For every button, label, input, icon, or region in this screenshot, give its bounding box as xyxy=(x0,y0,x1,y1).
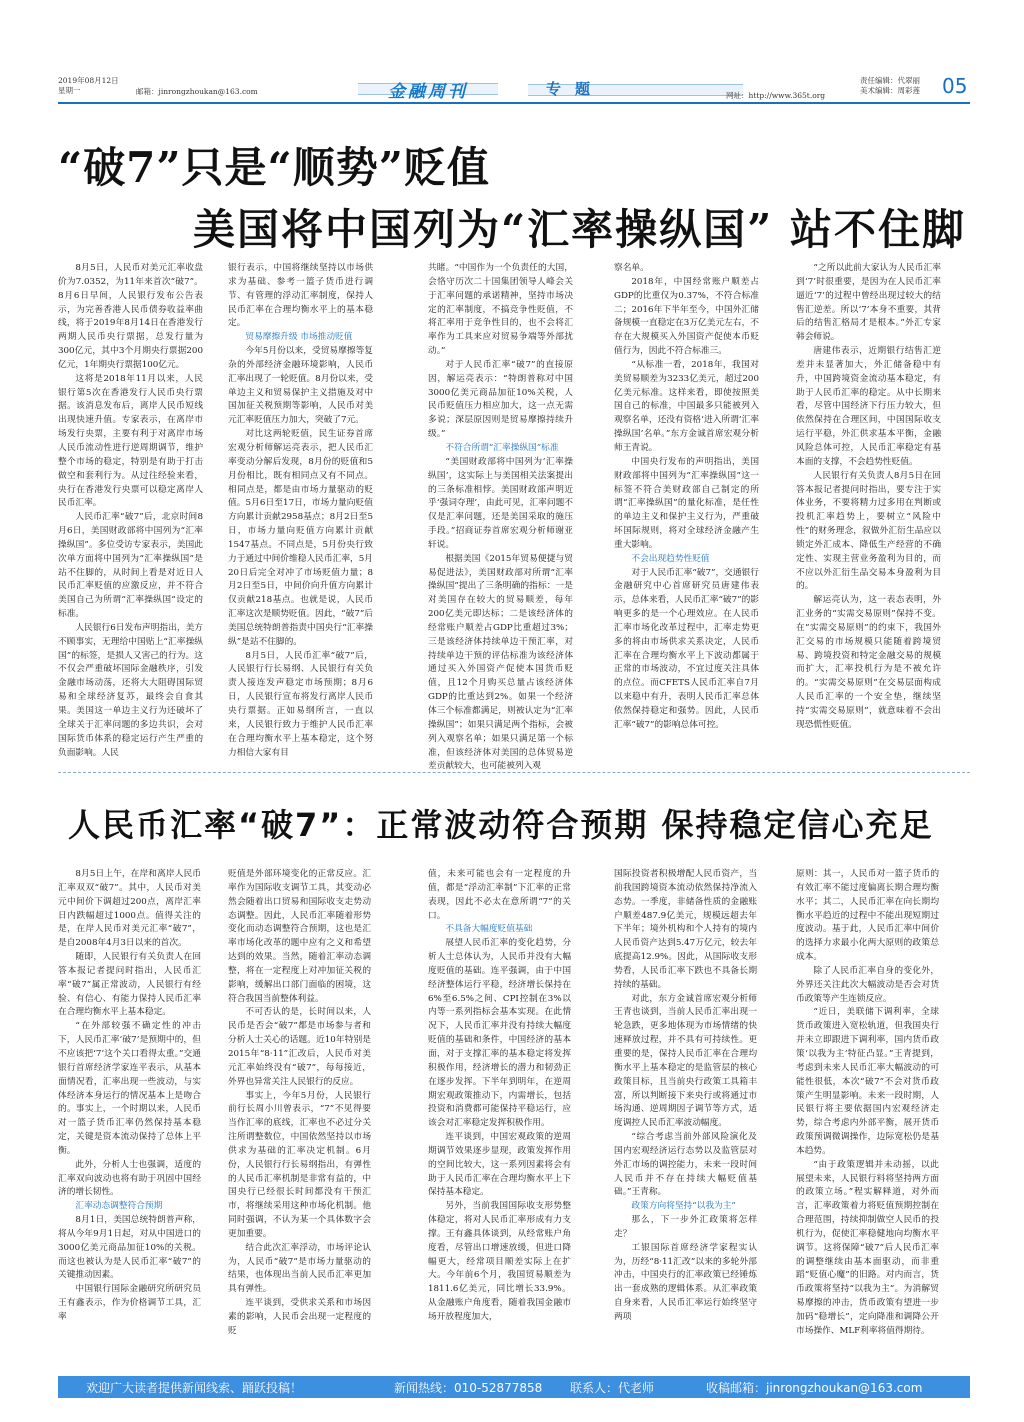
paragraph: 对于人民币汇率“破7”的直接原因，解运亮表示：“特朗普称对中国3000亿美元商品加征10%关税，人民币贬值压力相应加大，这一点无需多说；深层原因则是贸易摩擦持续升级。” xyxy=(428,359,573,440)
paragraph: 8月5日，人民币汇率“破7”后，人民银行行长易纲、人民银行有关负责人接连发声稳定市场预期；8月6日，人民银行宣布将发行离岸人民币央行票据。正如易纲所言，一直以来，人民银行致力于维护人民币汇率在合理均衡水平上基本稳定，这个努力相信大家有目 xyxy=(228,650,373,758)
section-divider xyxy=(58,772,970,773)
paragraph: 国际投资者积极增配人民币资产，当前我国跨境资本流动依然保持净流入态势。一季度，非储备性质的金融账户顺差487.9亿美元，规模远超去年下半年；境外机构和个人持有的境内人民币资产达到5.47万亿元，较去年底提高12.9%。因此，从国际收支形势看，人民币汇率下跌也不具备长期持续的基础。 xyxy=(614,869,757,990)
header-editor: 责任编辑：代翠丽 xyxy=(860,76,920,85)
section-subheading: 不符合所谓“汇率操纵国”标准 xyxy=(445,442,559,453)
article2-column-2 xyxy=(228,868,371,1348)
article2-column-1 xyxy=(58,868,201,1348)
article2-column-3 xyxy=(428,868,571,1348)
paragraph: 2018年，中国经常账户顺差占GDP的比重仅为0.37%，不符合标准二；2016年下半年至今，中国外汇储备规模一直稳定在3万亿美元左右，不存在大规模买入外国资产促使本币贬值行为，因此不符合标准三。 xyxy=(614,276,759,357)
article1-column-2 xyxy=(228,262,373,756)
header-date-block xyxy=(58,76,119,96)
paragraph: 人民币汇率“破7”后，北京时间8月6日，美国财政部将中国列为“汇率操纵国”。多位受访专家表示，美国此次单方面将中国列为“汇率操纵国”是站不住脚的，从时间上看是对近日人民币汇率贬值的应激反应，并不符合美国自己为所谓“汇率操纵国”设定的标准。 xyxy=(58,512,203,620)
paragraph: 值，未来可能也会有一定程度的升值，都是“浮动汇率制”下汇率的正常表现，因此不必太在意所谓“7”的关口。 xyxy=(428,869,571,921)
paragraph: “之所以此前大家认为人民币汇率到‘7’时很重要，是因为在人民币汇率逼近‘7’的过程中曾经出现过较大的结售汇逆差。所以‘7’本身不重要，其背后的结售汇格局才是根本。”外汇专家韩会师说。 xyxy=(796,263,941,343)
paragraph: 8月5日，人民币对美元汇率收盘价为7.0352，为11年来首次“破7”。8月6日早间，人民银行发布公告表示，为完善香港人民币债券收益率曲线，将于2019年8月14日在香港发行两期人民币央行票据，总发行量为300亿元，其中3个月期央行票据200亿元，1年期央行票据100亿元。 xyxy=(58,263,203,370)
paragraph: 不可否认的是，长时间以来，人民币是否会“破7”都是市场参与者和分析人士关心的话题。近10年特别是2015年“8·11”汇改后，人民币对美元汇率始终没有“破7”，每每接近，外界也异常关注人民银行的反应。 xyxy=(228,1007,371,1087)
paragraph: 共睹。“中国作为一个负责任的大国，会恪守历次二十国集团领导人峰会关于汇率问题的承诺精神，坚持市场决定的汇率制度，不搞竞争性贬值，不将汇率用于竞争性目的，也不会将汇率作为工具来应对贸易争端等外部扰动。” xyxy=(428,263,573,357)
paragraph: 对比这两轮贬值，民生证券首席宏观分析师解运亮表示，把人民币汇率变动分解后发现，8月份的贬值和5月份相比，既有相同点又有不同点。相同点是，都是由市场力量驱动的贬值。5月6日至17日，市场力量向贬值方向累计贡献2958基点；8月2日至5日，市场力量向贬值方向累计贡献1547基点。不同点是，5月份央行致力于通过中间价维稳人民币汇率，5月20日后完全对冲了市场贬值力量；8月2日至5日，中间价向升值方向累计仅贡献218基点。也就是说，人民币汇率这次是顺势贬值。因此，“破7”后美国总统特朗普指责中国央行“汇率操纵”是站不住脚的。 xyxy=(228,429,373,647)
paragraph: 对此，东方金诚首席宏观分析师王青也谈到，当前人民币汇率出现一轮急跌，更多地体现为市场情绪的快速释放过程，并不具有可持续性。更重要的是，保持人民币汇率在合理均衡水平上基本稳定的是监管层的核心政策目标，且当前央行政策工具箱丰富，所以判断接下来央行或将通过市场沟通、逆周期因子调节等方式，适度调控人民币汇率波动幅度。 xyxy=(614,993,757,1129)
headline-3: 人民币汇率“破7”：正常波动符合预期 保持稳定信心充足 xyxy=(68,806,934,844)
paragraph: 人民银行有关负责人8月5日在回答本报记者提问时指出，要专注于实体业务，不要将精力过多用在判断或投机汇率趋势上，要树立“风险中性”的财务理念，叙做外汇衍生品应以锁定外汇成本、降低生产经营的不确定性、实现主营业务盈利为目的，而不应以外汇衍生品交易本身盈利为目的。 xyxy=(796,470,941,592)
paragraph: 中国央行发布的声明指出，美国财政部将中国列为“汇率操纵国”这一标签不符合美财政部自己制定的所谓“汇率操纵国”的量化标准，是任性的单边主义和保护主义行为，严重破坏国际规则，将对全球经济金融产生重大影响。 xyxy=(614,456,759,550)
section-subheading: 汇率动态调整符合预期 xyxy=(75,1201,163,1212)
footer-contact: 联系人：代老师 xyxy=(570,1381,655,1395)
paragraph: “从标准一看，2018年，我国对美贸易顺差为3233亿美元，超过200亿美元标准。这样来看，即使按照美国自己的标准，中国最多只能被列入观察名单，还没有资格‘进入所谓‘汇率操纵国’名单。”东方金诚首席宏观分析师王青说。 xyxy=(614,359,759,453)
article2-column-4 xyxy=(614,868,757,1348)
paragraph: 解运亮认为，这一表态表明，外汇业务的“实需交易原则”保持不变。在“实需交易原则”的约束下，我国外汇交易的市场规模只能随着跨境贸易、跨境投资和特定金融交易的规模而扩大，汇率投机行为是不被允许的。“实需交易原则”在交易层面构成人民币汇率的一个安全垫，继续坚持“实需交易原则”，就意味着不会出现恐慌性贬值。 xyxy=(796,595,941,730)
paragraph: 这将是2018年11月以来，人民银行第5次在香港发行人民币央行票据。该消息发布后，离岸人民币短线出现快速升值。专家表示，在离岸市场发行央票，主要有利于对离岸市场人民币流动性进行逆周期调节，维护整个市场的稳定，特别是有助于打击做空和套利行为。从过往经验来看，央行在香港发行央票可以稳定离岸人民币汇率。 xyxy=(58,373,203,509)
headline-1: “破7”只是“顺势”贬值 xyxy=(58,143,490,192)
paragraph: “美国财政部将中国列为‘汇率操纵国’，这实际上与美国相关法案提出的三条标准相悖。美国财政部声明近乎‘强词夺理’，由此可见，汇率问题不仅是汇率问题，还是美国采取的施压手段。”招商证券首席宏观分析师谢亚轩说。 xyxy=(428,456,573,550)
paragraph: 唐建伟表示，近期银行结售汇逆差并未显著加大，外汇储备稳中有升，中国跨境资金流动基本稳定，有助于人民币汇率的稳定。从中长期来看，尽管中国经济下行压力较大，但依然保持在合理区间，中国国际收支运行平稳，外汇供求基本平衡，金融风险总体可控，人民币汇率稳定有基本面的支撑，不会趋势性贬值。 xyxy=(796,346,941,467)
footer-email: 收稿邮箱：jinrongzhoukan@163.com xyxy=(706,1381,923,1395)
paragraph: 另外，当前我国国际收支形势整体稳定，将对人民币汇率形成有力支撑。王有鑫具体谈到，从经常账户角度看，尽管出口增速放缓，但进口降幅更大，经常项目顺差实际上在扩大。今年前6个月，我国贸易顺差为1811.6亿美元，同比增长33.9%。从金融账户角度看，随着我国金融市场开放程度加大， xyxy=(428,1201,571,1322)
paragraph: 察名单。 xyxy=(614,263,649,273)
paragraph: 除了人民币汇率自身的变化外，外界还关注此次大幅波动是否会对货币政策等产生连锁反应。 xyxy=(796,965,939,1004)
paragraph: 今年5月份以来，受贸易摩擦等复杂的外部经济金融环境影响，人民币汇率出现了一轮贬值。8月份以来，受单边主义和贸易保护主义措施及对中国加征关税预期等影响，人民币对美元汇率贬值压力加大，突破了7元。 xyxy=(228,346,373,426)
section-subheading: 不会出现趋势性贬值 xyxy=(631,553,710,564)
paragraph: 工银国际首席经济学家程实认为，历经“8·11汇改”以来的多轮外部冲击，中国央行的汇率政策已经锤炼出一套成熟的逻辑体系。从汇率政策自身来看，人民币汇率运行始终坚守两项 xyxy=(614,1242,757,1322)
header-editors xyxy=(860,76,920,96)
paragraph: 结合此次汇率浮动，市场评论认为，人民币“破7”是市场力量驱动的结果，也体现出当前人民币汇率更加具有弹性。 xyxy=(228,1242,371,1295)
article1-column-1 xyxy=(58,262,203,756)
paragraph: 原则：其一，人民币对一篮子货币的有效汇率不能过度偏离长期合理均衡水平；其二，人民币汇率在向长期均衡水平趋近的过程中不能出现短期过度波动。基于此，人民币汇率中间价的选择力求最小化两大原则的政策总成本。 xyxy=(796,869,939,963)
header-divider xyxy=(58,102,970,104)
headline-2: 美国将中国列为“汇率操纵国” 站不住脚 xyxy=(193,205,966,254)
paragraph: 银行表示，中国将继续坚持以市场供求为基础、参考一篮子货币进行调节、有管理的浮动汇率制度，保持人民币汇率在合理均衡水平上的基本稳定。 xyxy=(228,263,373,329)
paragraph: 连平谈到，中国宏观政策的逆周期调节效果逐步显现，政策发挥作用的空间比较大，这一系列因素将会有助于人民币汇率在合理均衡水平上下保持基本稳定。 xyxy=(428,1132,571,1198)
section-subheading: 贸易摩擦升级 市场推动贬值 xyxy=(245,332,353,343)
paragraph: “由于政策逻辑并未动摇，以此展望未来，人民银行料将坚持两方面的政策立场。”程实解释道，对外而言，汇率政策着力将贬值预期控制在合理范围，持续抑制做空人民币的投机行为，促使汇率稳健地向均衡水平调节。这将保障“破7”后人民币汇率的调整继续由基本面驱动，而非重蹈“贬值心魔”的旧路。对内而言，货币政策将坚持“以我为主”。为消解贸易摩擦的冲击，货币政策有望进一步加码“稳增长”，定向降准和调降公开市场操作、MLF利率将值得期待。 xyxy=(796,1159,939,1336)
paragraph: 对于人民币汇率“破7”，交通银行金融研究中心首席研究员唐建伟表示，总体来看，人民币汇率“破7”的影响更多的是一个心理效应。在人民币汇率市场化改革过程中，汇率走势更多的将由市场供求关系决定，人民币汇率在合理均衡水平上下波动都属于正常的市场波动，不宜过度关注具体的点位。而CFETS人民币汇率自7月以来稳中有升，表明人民币汇率总体依然保持稳定和强势。因此，人民币汇率“破7”的影响总体可控。 xyxy=(614,567,759,730)
paragraph: 此外，分析人士也强调，适度的汇率双向波动也将有助于巩固中国经济的增长韧性。 xyxy=(58,1159,201,1198)
paragraph: “综合考虑当前外部风险演化及国内宏观经济运行态势以及监管层对外汇市场的调控能力，未来一段时间人民币并不存在持续大幅贬值基础。”王青称。 xyxy=(614,1132,757,1198)
paragraph: 人民银行6日发布声明指出，美方不顾事实，无理给中国贴上“汇率操纵国”的标签，是损人又害己的行为。这不仅会严重破坏国际金融秩序，引发金融市场动荡，还将大大阻碍国际贸易和全球经济复苏，最终会自食其果。美国这一单边主义行为还破坏了全球关于汇率问题的多边共识，会对国际货币体系的稳定运行产生严重的负面影响。人民 xyxy=(58,622,203,758)
brand-logo xyxy=(358,77,498,102)
paragraph: 连平谈到，受供求关系和市场因素的影响，人民币会出现一定程度的贬 xyxy=(228,1298,371,1336)
header-art-editor: 美术编辑：周彩莲 xyxy=(860,86,920,95)
header-website: 网址：http://www.365t.org xyxy=(726,91,826,100)
paragraph: 贬值是外部环境变化的正常反应。汇率作为国际收支调节工具，其变动必然会随着出口贸易和国际收支走势动态调整。因此，人民币汇率随着形势变化而动态调整符合预期，这也是汇率市场化改革的题中应有之义和希望达到的效果。当然，随着汇率动态调整，将在一定程度上对冲加征关税的影响，缓解出口部门面临的困境，这符合我国当前整体利益。 xyxy=(228,869,371,1004)
header-weekday: 星期一 xyxy=(58,86,81,95)
paragraph: 根据美国《2015年贸易便捷与贸易促进法》，美国财政部对所谓“汇率操纵国”提出了三条明确的指标：一是对美国存在较大的贸易顺差，每年200亿美元即达标；二是该经济体的经常账户顺差占GDP比重超过3%；三是该经济体持续单边干预汇率，对持续单边干预的评估标准为该经济体通过买入外国资产促使本国货币贬值，且12个月购买总量占该经济体GDP的比重达到2%。如果一个经济体三个标准都满足，则被认定为“汇率操纵国”；如果只满足两个指标，会被列入观察名单；如果只满足第一个标准，但该经济体对美国的总体贸易逆差贡献较大，也可能被列入观 xyxy=(428,553,573,772)
page-header xyxy=(58,76,970,102)
paragraph: 事实上，今年5月份，人民银行前行长周小川曾表示，“7”不见得要当作汇率的底线，汇率也不必过分关注所谓整数位，中国依然坚持以市场供求为基础的汇率决定机制。6月份，人民银行行长易纲指出，有弹性的人民币汇率机制是非常有益的，中国央行已经很长时间都没有干预汇市，将继续采用这种市场化机制。他同时强调，不认为某一个具体数字会更加重要。 xyxy=(228,1090,371,1239)
page-number: 05 xyxy=(942,74,968,98)
footer-slogan: 欢迎广大读者提供新闻线索、踊跃投稿！ xyxy=(86,1381,303,1395)
footer-hotline: 新闻热线：010-52877858 xyxy=(394,1381,543,1395)
article1-column-4 xyxy=(614,262,759,756)
section-subheading: 政策方向将坚持“以我为主” xyxy=(631,1201,736,1212)
brand-name: 金融周刊 xyxy=(388,82,468,102)
paragraph: 8月1日，美国总统特朗普声称，将从今年9月1日起，对从中国进口的3000亿美元商品加征10%的关税。而这也被认为是人民币汇率“破7”的关键推动因素。 xyxy=(58,1215,201,1281)
paragraph: 展望人民币汇率的变化趋势，分析人士总体认为，人民币并没有大幅度贬值的基础。连平强调，由于中国经济整体运行平稳，经济增长保持在6%至6.5%之间、CPI控制在3%以内等一系列指标会基本实现。在此情况下，人民币汇率并没有持续大幅度贬值的基础和条件，中国经济的基本面，对于支撑汇率的基本稳定将发挥积极作用，经济增长的潜力和韧劲正在逐步发挥。下半年到明年，在逆周期宏观政策推动下，内需增长，包括投资和消费都可能保持平稳运行，应该会对汇率稳定发挥积极作用。 xyxy=(428,938,571,1129)
footer-bar xyxy=(58,1376,970,1398)
section-name: 专题 xyxy=(546,80,605,98)
paragraph: “在外部较强不确定性的冲击下，人民币汇率‘破7’是预期中的，但不应该把‘7’这个关口看得太重。”交通银行首席经济学家连平表示，从基本面情况看，汇率出现一些波动，与实体经济本身运行的情况基本上是吻合的。事实上，一个时期以来，人民币对一篮子货币汇率仍然保持基本稳定，关键是资本流动保持了总体上平衡。 xyxy=(58,1021,201,1156)
paragraph: 那么，下一步外汇政策将怎样走？ xyxy=(614,1215,757,1239)
article1-column-5 xyxy=(796,262,941,756)
article2-column-5 xyxy=(796,868,939,1348)
paragraph: 8月5日上午，在岸和离岸人民币汇率双双“破7”。其中，人民币对美元中间价下调超过200点，离岸汇率日内跌幅超过1000点。值得关注的是，在岸人民币对美元汇率“破7”，是自2008年4月3日以来的首次。 xyxy=(58,869,201,949)
paragraph: “近日，美联储下调利率，全球货币政策进入宽松轨道，但我国央行并未立即跟进下调利率，国内货币政策‘以我为主’特征凸显。”王青提到，考虑到未来人民币汇率大幅波动的可能性很低，本次“破7”不会对货币政策产生明显影响。未来一段时期，人民银行将主要依据国内宏观经济走势，综合考虑内外部平衡，展开货币政策预调微调操作，边际宽松仍是基本趋势。 xyxy=(796,1007,939,1156)
article1-column-3 xyxy=(428,262,573,772)
section-subheading: 不具备大幅度贬值基础 xyxy=(445,924,533,935)
paragraph: 随即，人民银行有关负责人在回答本报记者提问时指出，人民币汇率“破7”属正常波动，人民银行有经验、有信心、有能力保持人民币汇率在合理均衡水平上基本稳定。 xyxy=(58,952,201,1018)
header-email: 邮箱：jinrongzhoukan@163.com xyxy=(136,87,258,96)
header-date: 2019年08月12日 xyxy=(58,76,119,85)
paragraph: 中国银行国际金融研究所研究员王有鑫表示，作为价格调节工具，汇率 xyxy=(58,1284,201,1322)
